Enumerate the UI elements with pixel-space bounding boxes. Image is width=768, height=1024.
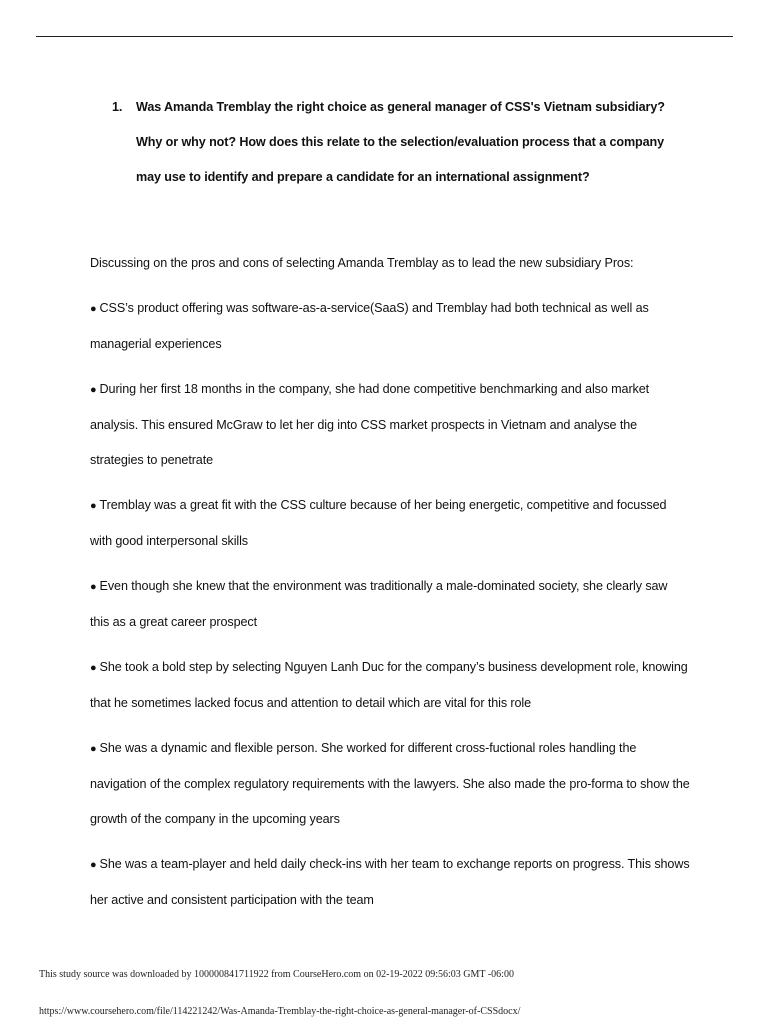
intro-paragraph: Discussing on the pros and cons of selecting Amanda Tremblay as to lead the new subsidiary Pros: [90,256,634,270]
bullet-text: During her first 18 months in the company, she had done competitive benchmarking and also market analysis. This ensured McGraw to let her dig into CSS market prospects in Vietnam and analyse the strategies to penetrate [90,382,650,467]
bullet-icon: ● [90,743,97,755]
bullet-item [90,650,690,721]
bullet-text: She was a dynamic and flexible person. She worked for different cross-fuctional roles handling the navigation of the complex regulatory requirements with the lawyers. She also made the pro-forma to show the growth of the company in the upcoming years [90,741,690,826]
bullet-text: She took a bold step by selecting Nguyen Lanh Duc for the company’s business development role, knowing that he sometimes lacked focus and attention to detail which are vital for this role [90,660,688,710]
bullet-icon: ● [90,859,97,871]
question-text: Was Amanda Tremblay the right choice as general manager of CSS's Vietnam subsidiary? Why or why not? How does this relate to the selection/evaluation process that a company may use to identify and prepare a candidate for an international assignment? [136,100,665,184]
bullet-text: Even though she knew that the environment was traditionally a male-dominated society, she clearly saw this as a great career prospect [90,579,668,629]
bullet-icon: ● [90,303,97,315]
answer-body [90,246,690,928]
source-url-link[interactable]: https://www.coursehero.com/file/114221242/Was-Amanda-Tremblay-the-right-choice-as-general-manager-of-CSSdocx/ [39,1006,521,1017]
bullet-item [90,569,690,640]
bullet-item [90,291,690,362]
bullet-item [90,372,690,478]
bullet-item [90,731,690,837]
download-notice: This study source was downloaded by 100000841711922 from CourseHero.com on 02-19-2022 09:56:03 GMT -06:00 [39,969,514,980]
bullet-text: CSS’s product offering was software-as-a-service(SaaS) and Tremblay had both technical as well as managerial experiences [90,301,649,351]
bullet-icon: ● [90,500,97,512]
bullet-item [90,488,690,559]
question-block [112,90,692,195]
bullet-icon: ● [90,384,97,396]
bullet-item [90,847,690,918]
question-number: 1. [112,100,123,114]
bullet-icon: ● [90,581,97,593]
bullet-text: Tremblay was a great fit with the CSS culture because of her being energetic, competitive and focussed with good interpersonal skills [90,498,667,548]
header-rule [36,36,733,37]
bullet-text: She was a team-player and held daily check-ins with her team to exchange reports on progress. This shows her active and consistent participation with the team [90,857,690,907]
bullet-icon: ● [90,662,97,674]
